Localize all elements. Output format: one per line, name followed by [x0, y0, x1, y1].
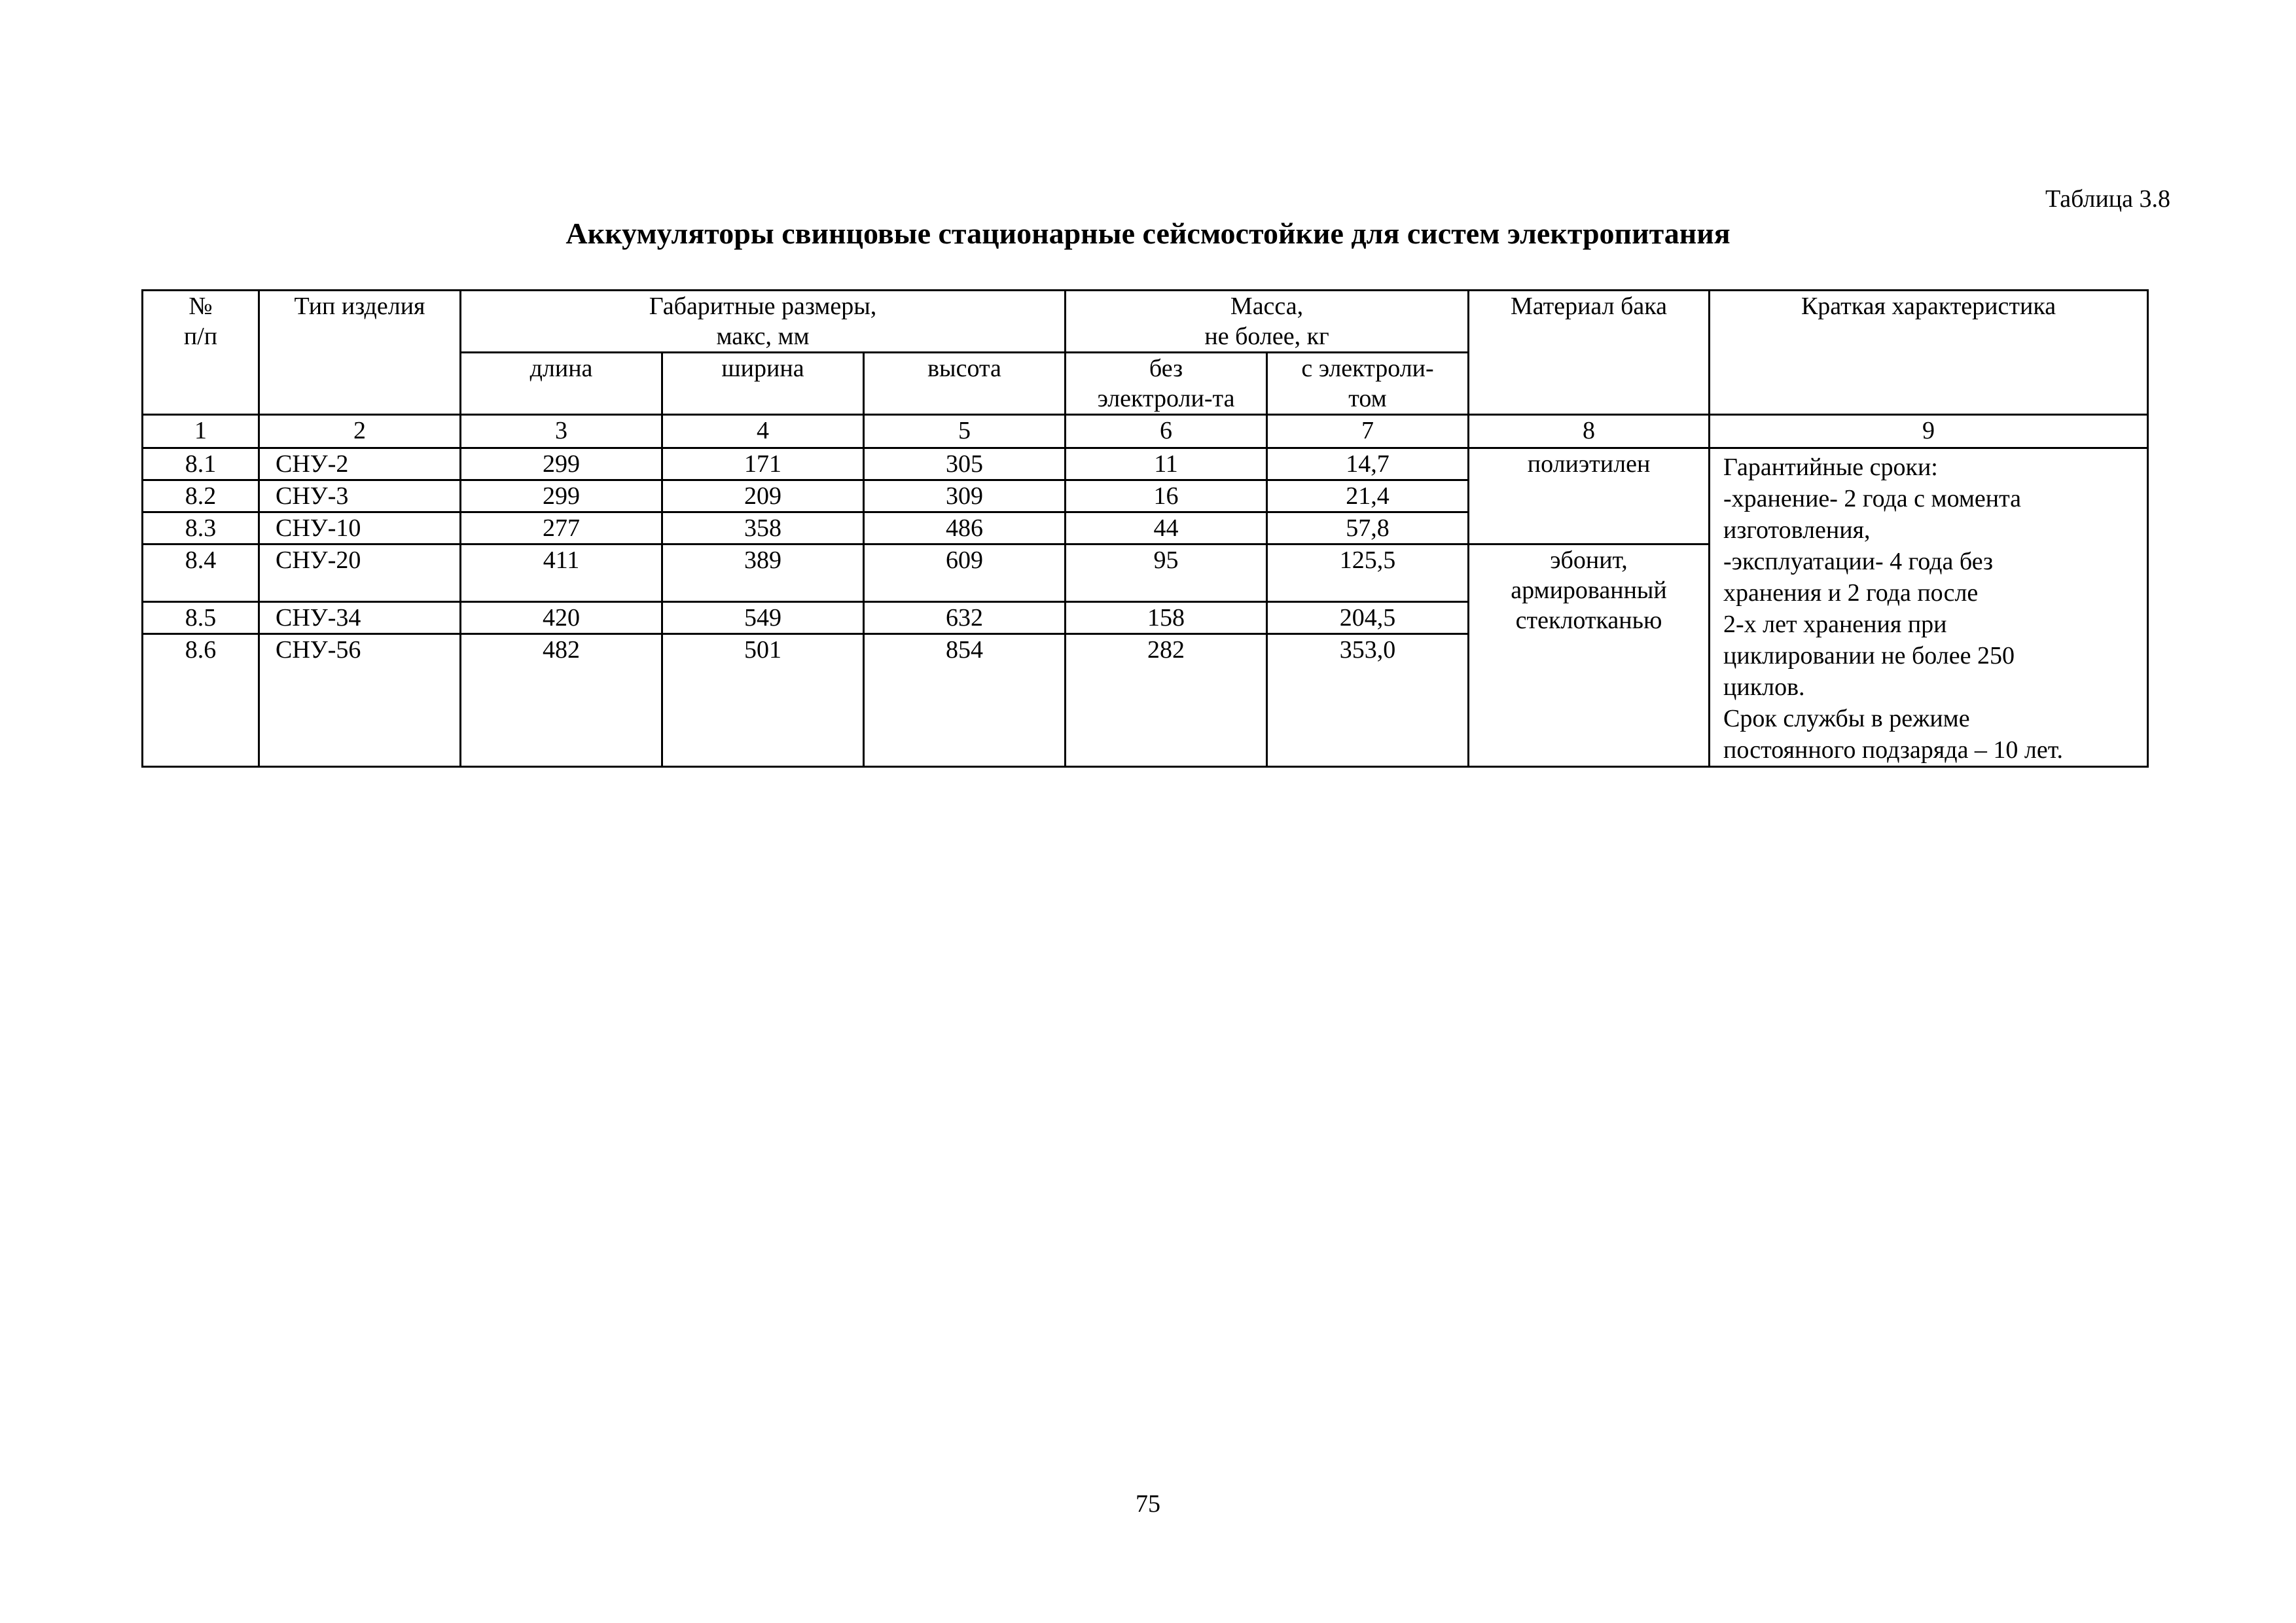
material-ebonite-line2: армированный: [1511, 577, 1667, 604]
characteristics-cell: [1710, 448, 2148, 767]
header-width: ширина: [662, 353, 864, 415]
row-num: 8.2: [143, 480, 259, 512]
column-number-row: [143, 415, 2148, 448]
row-type: СНУ-3: [259, 480, 461, 512]
row-mass-without: 158: [1066, 602, 1267, 634]
characteristics-line: -хранение- 2 года с момента: [1723, 485, 2022, 512]
row-width: 358: [662, 512, 864, 544]
column-number: 9: [1710, 415, 2148, 448]
column-number: 7: [1267, 415, 1469, 448]
row-mass-without: 11: [1066, 448, 1267, 480]
header-dimensions: [461, 291, 1066, 353]
row-width: 209: [662, 480, 864, 512]
header-mass: [1066, 291, 1469, 353]
characteristics-line: 2-х лет хранения при: [1723, 611, 1947, 638]
row-width: 549: [662, 602, 864, 634]
header-mass-with: [1267, 353, 1469, 415]
row-mass-with: 21,4: [1267, 480, 1469, 512]
row-length: 277: [461, 512, 662, 544]
characteristics-line: изготовления,: [1723, 516, 1871, 544]
row-type: СНУ-56: [259, 634, 461, 767]
row-mass-with: 204,5: [1267, 602, 1469, 634]
column-number: 2: [259, 415, 461, 448]
column-number: 8: [1469, 415, 1710, 448]
column-number: 5: [864, 415, 1066, 448]
row-mass-with: 14,7: [1267, 448, 1469, 480]
column-number: 1: [143, 415, 259, 448]
header-type: Тип изделия: [259, 291, 461, 415]
header-mass-line2: не более, кг: [1204, 323, 1329, 350]
page-number: 75: [1136, 1490, 1160, 1518]
header-num-line2: п/п: [183, 323, 218, 350]
material-ebonite-line3: стеклотканью: [1515, 607, 1662, 634]
characteristics-line: Срок службы в режиме: [1723, 705, 1970, 732]
header-mass-with-line2: том: [1348, 385, 1387, 412]
row-mass-without: 16: [1066, 480, 1267, 512]
row-num: 8.6: [143, 634, 259, 767]
characteristics-line: Гарантийные сроки:: [1723, 454, 1938, 481]
characteristics-line: -эксплуатации- 4 года без: [1723, 548, 1994, 575]
row-width: 389: [662, 544, 864, 602]
row-type: СНУ-20: [259, 544, 461, 602]
header-row-1: [143, 291, 2148, 353]
column-number: 6: [1066, 415, 1267, 448]
battery-table: [141, 289, 2149, 768]
row-length: 299: [461, 448, 662, 480]
row-type: СНУ-2: [259, 448, 461, 480]
row-mass-with: 125,5: [1267, 544, 1469, 602]
material-ebonite: [1469, 544, 1710, 767]
column-number: 4: [662, 415, 864, 448]
row-width: 501: [662, 634, 864, 767]
table-row: [143, 448, 2148, 480]
header-mass-without-line2: электроли-та: [1097, 385, 1235, 412]
header-dimensions-line2: макс, мм: [716, 323, 810, 350]
row-num: 8.4: [143, 544, 259, 602]
row-mass-without: 282: [1066, 634, 1267, 767]
row-height: 486: [864, 512, 1066, 544]
table-title: Аккумуляторы свинцовые стационарные сейсмостойкие для систем электропитания: [565, 217, 1731, 250]
row-num: 8.3: [143, 512, 259, 544]
header-height: высота: [864, 353, 1066, 415]
header-length: длина: [461, 353, 662, 415]
header-num-line1: №: [188, 293, 213, 320]
characteristics-line: хранения и 2 года после: [1723, 579, 1979, 607]
header-num: [143, 291, 259, 415]
row-mass-with: 353,0: [1267, 634, 1469, 767]
row-type: СНУ-10: [259, 512, 461, 544]
header-dimensions-line1: Габаритные размеры,: [649, 293, 877, 320]
row-length: 482: [461, 634, 662, 767]
row-mass-without: 95: [1066, 544, 1267, 602]
column-number: 3: [461, 415, 662, 448]
row-mass-with: 57,8: [1267, 512, 1469, 544]
row-height: 854: [864, 634, 1066, 767]
header-mass-without: [1066, 353, 1267, 415]
header-mass-line1: Масса,: [1230, 293, 1304, 320]
header-mass-with-line1: с электроли-: [1301, 355, 1434, 382]
row-length: 299: [461, 480, 662, 512]
characteristics-line: постоянного подзаряда – 10 лет.: [1723, 736, 2064, 764]
header-characteristics: Краткая характеристика: [1710, 291, 2148, 415]
header-material: Материал бака: [1469, 291, 1710, 415]
row-width: 171: [662, 448, 864, 480]
row-height: 609: [864, 544, 1066, 602]
material-ebonite-line1: эбонит,: [1550, 546, 1628, 574]
row-height: 309: [864, 480, 1066, 512]
row-height: 305: [864, 448, 1066, 480]
header-mass-without-line1: без: [1149, 355, 1183, 382]
row-height: 632: [864, 602, 1066, 634]
characteristics-line: циклировании не более 250: [1723, 642, 2015, 669]
row-mass-without: 44: [1066, 512, 1267, 544]
row-length: 420: [461, 602, 662, 634]
characteristics-line: циклов.: [1723, 673, 1805, 701]
material-polyethylene: полиэтилен: [1469, 448, 1710, 544]
table-caption: Таблица 3.8: [2045, 185, 2170, 213]
row-num: 8.5: [143, 602, 259, 634]
row-num: 8.1: [143, 448, 259, 480]
row-type: СНУ-34: [259, 602, 461, 634]
row-length: 411: [461, 544, 662, 602]
